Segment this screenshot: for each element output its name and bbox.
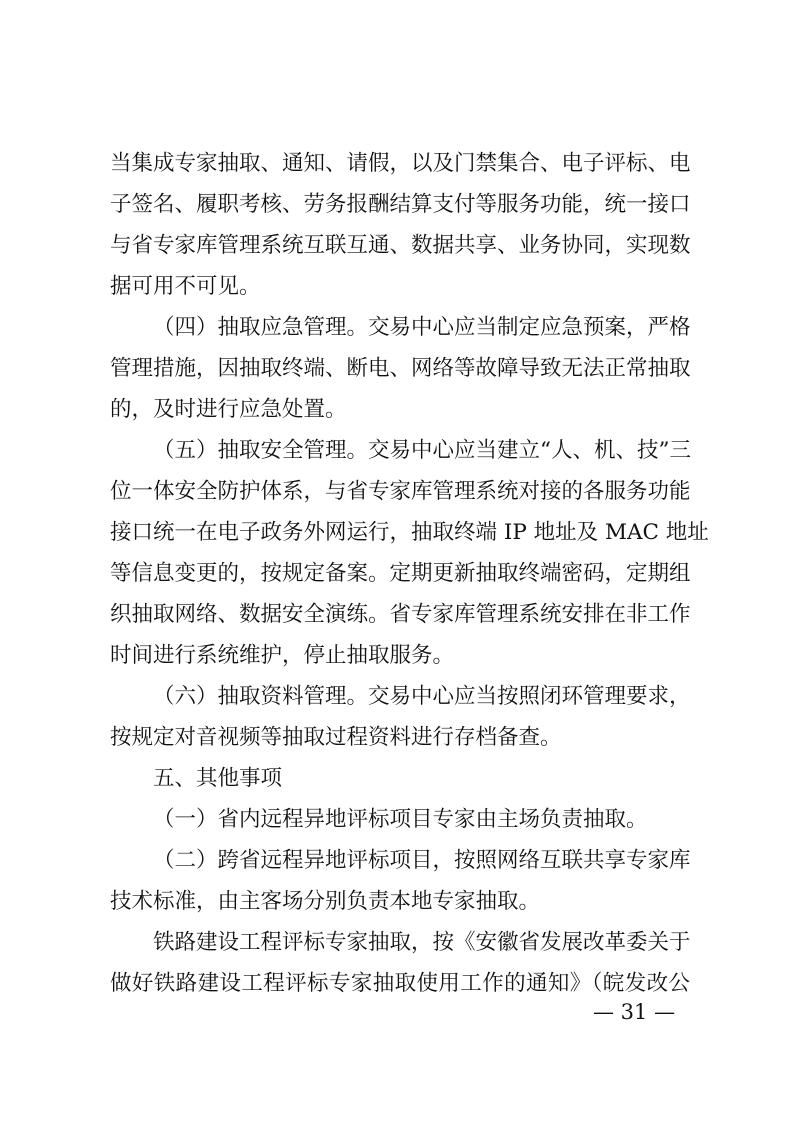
- body-text-line: 铁路建设工程评标专家抽取，按《安徽省发展改革委关于: [153, 930, 691, 955]
- paragraph-heading-6: （六）抽取资料管理。交易中心应当按照闭环管理要求，: [153, 684, 691, 709]
- body-text-line: 做好铁路建设工程评标专家抽取使用工作的通知》（皖发改公: [110, 971, 690, 996]
- body-text-line: 子签名、履职考核、劳务报酬结算支付等服务功能，统一接口: [110, 192, 691, 217]
- paragraph-heading-5: （五）抽取安全管理。交易中心应当建立“人、机、技”三: [153, 438, 691, 463]
- body-text-line: 位一体安全防护体系，与省专家库管理系统对接的各服务功能: [110, 479, 691, 504]
- body-text-line: 等信息变更的，按规定备案。定期更新抽取终端密码，定期组: [110, 561, 691, 586]
- body-text-line: 当集成专家抽取、通知、请假，以及门禁集合、电子评标、电: [110, 151, 691, 176]
- body-text-line: 时间进行系统维护，停止抽取服务。: [110, 643, 455, 668]
- body-text-line: 与省专家库管理系统互联互通、数据共享、业务协同，实现数: [110, 233, 691, 258]
- page-number: — 31 —: [593, 1000, 676, 1024]
- body-text-line: 按规定对音视频等抽取过程资料进行存档备查。: [110, 725, 562, 750]
- body-text-line: 据可用不可见。: [110, 274, 261, 299]
- body-text-line: 接口统一在电子政务外网运行，抽取终端 IP 地址及 MAC 地址: [110, 520, 709, 545]
- paragraph-heading-2: （二）跨省远程异地评标项目，按照网络互联共享专家库: [153, 848, 691, 873]
- paragraph-heading-4: （四）抽取应急管理。交易中心应当制定应急预案，严格: [153, 315, 691, 340]
- body-text-line: 技术标准，由主客场分别负责本地专家抽取。: [110, 889, 541, 914]
- body-text-line: 的，及时进行应急处置。: [110, 397, 347, 422]
- body-text-line: 管理措施，因抽取终端、断电、网络等故障导致无法正常抽取: [110, 356, 691, 381]
- paragraph-heading-1: （一）省内远程异地评标项目专家由主场负责抽取。: [153, 807, 648, 832]
- section-heading-other-matters: 五、其他事项: [153, 766, 283, 791]
- body-text-line: 织抽取网络、数据安全演练。省专家库管理系统安排在非工作: [110, 602, 691, 627]
